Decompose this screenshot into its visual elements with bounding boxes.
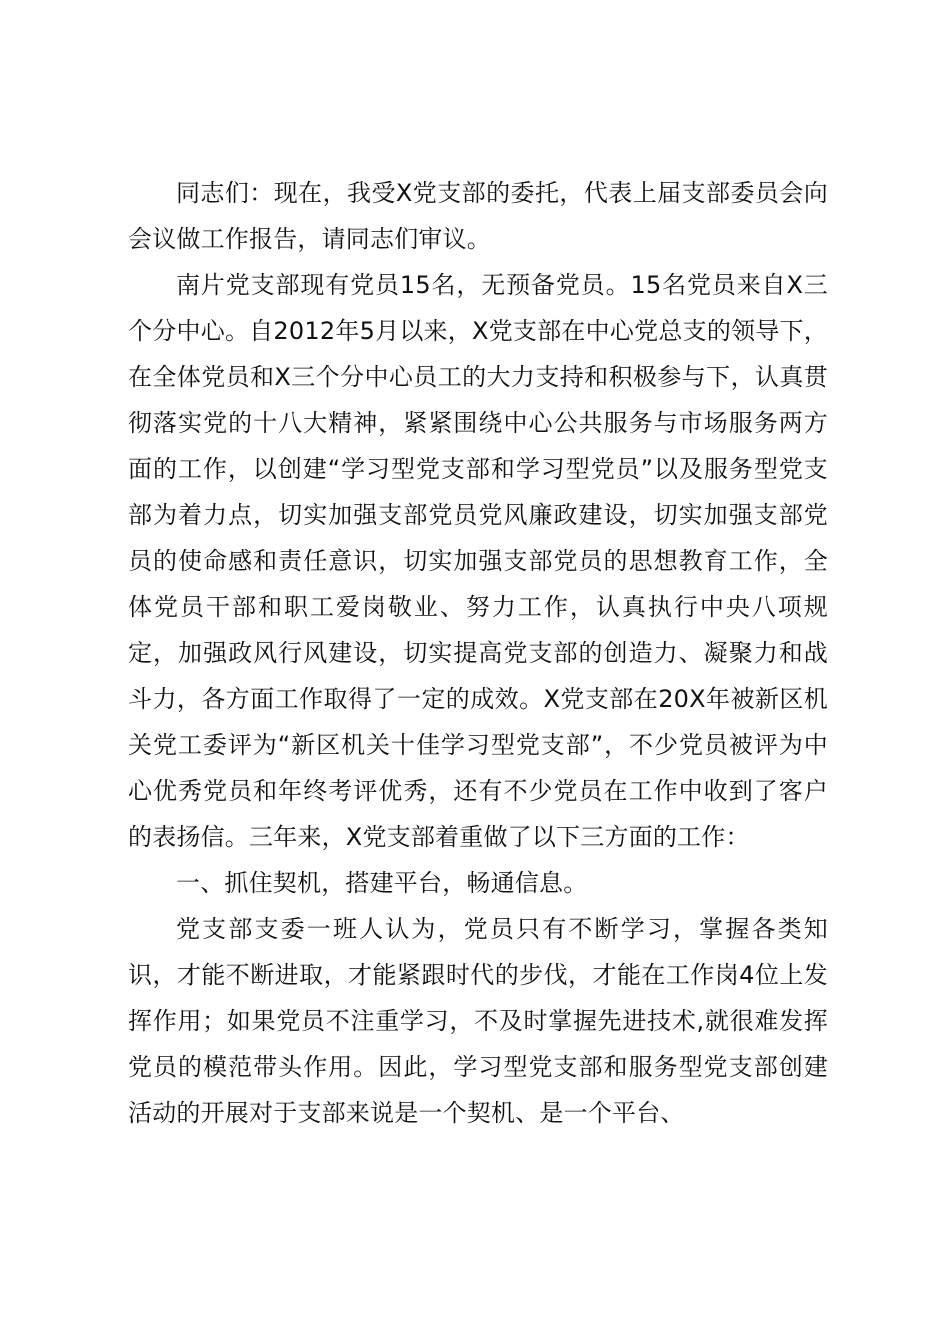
document-body — [128, 170, 828, 1136]
paragraph-overview: 南片党支部现有党员15名，无预备党员。15名党员来自X三个分中心。自2012年5月以来，X党支部在中心党总支的领导下，在全体党员和X三个分中心员工的大力支持和积极参与下，认真贯彻落实党的十八大精神，紧紧围绕中心公共服务与市场服务两方面的工作，以创建“学习型党支部和学习型党员”以及服务型党支部为着力点，切实加强支部党员党风廉政建设，切实加强支部党员的使命感和责任意识，切实加强支部党员的思想教育工作，全体党员干部和职工爱岗敬业、努力工作，认真执行中央八项规定，加强政风行风建设，切实提高党支部的创造力、凝聚力和战斗力，各方面工作取得了一定的成效。X党支部在20X年被新区机关党工委评为“新区机关十佳学习型党支部”，不少党员被评为中心优秀党员和年终考评优秀，还有不少党员在工作中收到了客户的表扬信。三年来，X党支部着重做了以下三方面的工作： — [128, 271, 828, 851]
section-heading: 一、抓住契机，搭建平台，畅通信息。 — [176, 869, 588, 897]
paragraph-intro: 同志们：现在，我受X党支部的委托，代表上届支部委员会向会议做工作报告，请同志们审议。 — [128, 179, 828, 253]
paragraph-section-1: 党支部支委一班人认为，党员只有不断学习，掌握各类知识，才能不断进取，才能紧跟时代的步伐，才能在工作岗4位上发挥作用；如果党员不注重学习，不及时掌握先进技术,就很难发挥党员的模范带头作用。因此，学习型党支部和服务型党支部创建活动的开展对于支部来说是一个契机、是一个平台、 — [128, 915, 828, 1127]
